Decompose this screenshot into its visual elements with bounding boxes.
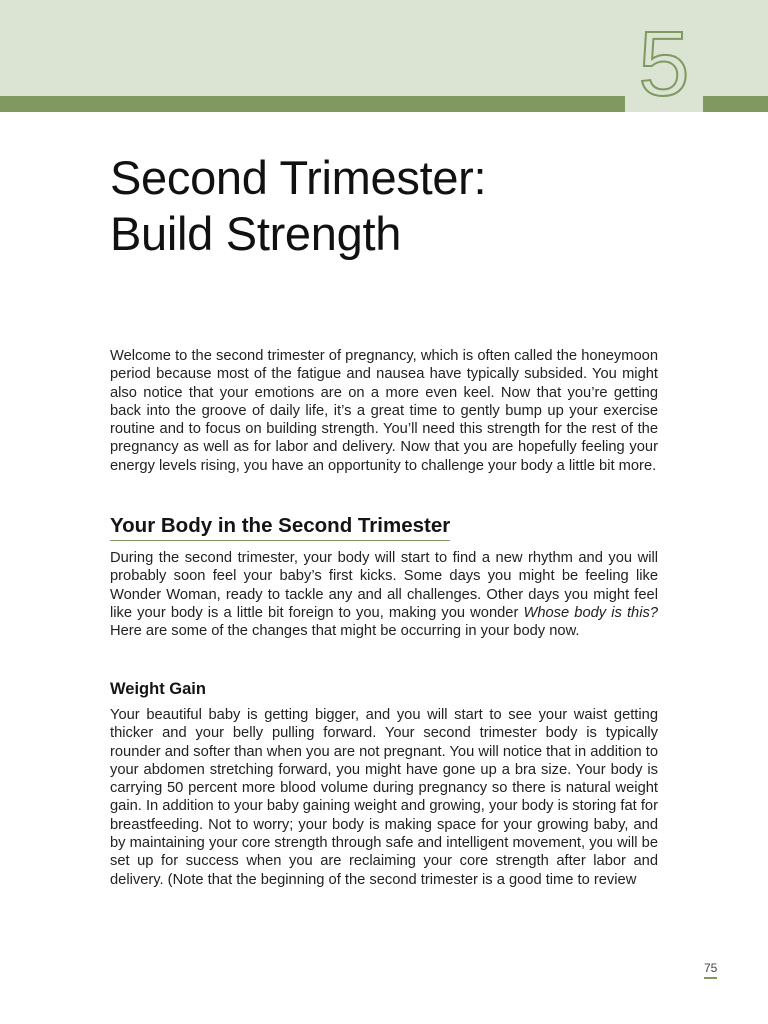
section-paragraph-text-2: Here are some of the changes that might be occurring in your body now. (110, 623, 580, 640)
section-paragraph (110, 549, 658, 640)
chapter-title-line-1: Second Trimester: (110, 151, 487, 204)
weight-gain-paragraph: Your beautiful baby is getting bigger, and you will start to see your waist getting thicker and your belly pulling forward. Your second trimester body is typically rounder and softer than when you are not pregnant. You will notice that in addition to your abdomen stretching forward, you might have gone up a bra size. Your body is carrying 50 percent more blood volume during pregnancy so there is natural weight gain. In addition to your baby gaining weight and growing, your body is storing fat for breastfeeding. Not to worry; your body is making space for your growing baby, and by maintaining your core strength through safe and intelligent movement, you will be set up for success when you are reclaiming your core strength after labor and delivery. (Note that the beginning of the second trimester is a good time to review (110, 707, 658, 888)
section-heading: Your Body in the Second Trimester (110, 513, 450, 541)
page-number: 75 (704, 960, 717, 979)
chapter-title (110, 150, 670, 262)
section-paragraph-text-1: During the second trimester, your body will start to find a new rhythm and you will probably soon feel your baby’s first kicks. Some days you might be feeling like Wonder Woman, ready to tackle any and all challenges. Other days you might feel like your body is a little bit foreign to you, making you wonder (110, 550, 658, 621)
chapter-number: 5 (638, 13, 690, 115)
chapter-title-line-2: Build Strength (110, 207, 402, 260)
section-paragraph-italic: Whose body is this? (523, 604, 658, 621)
intro-paragraph: Welcome to the second trimester of pregnancy, which is often called the honeymoon period because most of the fatigue and nausea have typically subsided. You might also notice that your emotions are on a more even keel. Now that you’re getting back into the groove of daily life, it’s a great time to gently bump up your exercise routine and to focus on building strength. You’ll need this strength for the rest of the pregnancy as well as for labor and delivery. Now that you are hopefully feeling your energy levels rising, you have an opportunity to challenge your body a little bit more. (110, 348, 658, 474)
weight-gain-heading: Weight Gain (110, 680, 206, 698)
